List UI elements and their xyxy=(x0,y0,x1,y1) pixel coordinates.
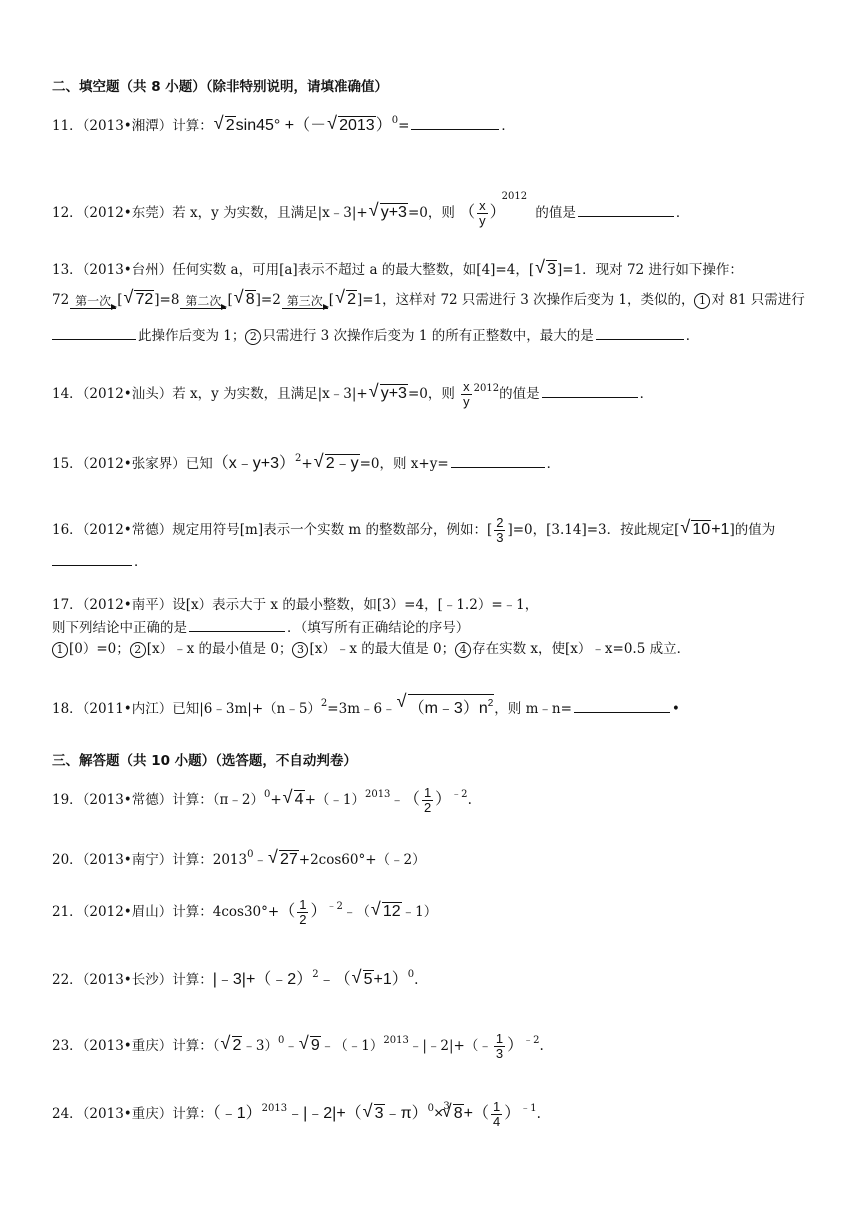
question-17-line-2: 则下列结论中正确的是 ．（填写所有正确结论的序号） xyxy=(52,620,470,636)
question-15: 15．（2012•张家界）已知（x﹣y+3）$^2$+√ 2﹣y=0，则 x+y= ． xyxy=(52,450,560,473)
sqrt-symbol: √ 27 xyxy=(268,850,299,869)
sqrt-symbol: √ 4 xyxy=(283,790,305,809)
question-24: 24．（2013•重庆）计算：（﹣1）$^{2013}$﹣|﹣2|+（√ 3﹣π）$^0$×$^3$√ 8+（ $\frac{1}{4}$ ）$^{﹣1}$. xyxy=(52,1098,541,1129)
fraction-2-over-3: $\frac{2}{3}$ xyxy=(496,515,504,545)
circled-number: 2 xyxy=(245,329,261,345)
question-16-answer-line: ． xyxy=(52,552,148,571)
fraction-1-over-4: $\frac{1}{4}$ xyxy=(492,1099,501,1129)
section-heading-fill-blank: 二、填空题（共 8 小题）（除非特别说明，请填准确值） xyxy=(52,79,389,95)
option-2: [x）﹣x 的最小值是 0； xyxy=(146,641,293,657)
sqrt-symbol: √ 3 xyxy=(363,1104,385,1123)
circled-number: 1 xyxy=(52,642,68,658)
fraction-1-over-3: $\frac{1}{3}$ xyxy=(495,1031,504,1061)
question-13-line-3: 此操作后变为 1； 2 只需进行 3 次操作后变为 1 的所有正整数中，最大的是 ． xyxy=(52,326,699,345)
option-3: [x）﹣x 的最大值是 0； xyxy=(309,641,456,657)
sqrt-symbol: √ 9 xyxy=(299,1036,321,1055)
sqrt-symbol: √ 2 xyxy=(335,290,357,309)
sqrt-symbol: √ 2 xyxy=(214,116,236,135)
question-18: 18．（2011•内江）已知|6﹣3m|+（n﹣5）$^2$=3m﹣6﹣√ $(m﹣3)n^2$，则 m﹣n= • xyxy=(52,694,680,718)
sqrt-symbol: √ y+3 xyxy=(369,203,408,222)
operation-arrow-2: 第二次 xyxy=(180,295,226,309)
fraction-x-over-y: $\frac{x}{y}$ xyxy=(479,198,486,228)
sqrt-symbol: √ 5 xyxy=(352,970,374,989)
sqrt-symbol: √ 2013 xyxy=(327,116,376,135)
question-14: 14．（2012•汕头）若 x，y 为实数，且满足|x﹣3|+√ y+3=0，则 $\frac{x}{y}$ $^{2012}$的值是 ． xyxy=(52,380,653,409)
answer-blank[interactable] xyxy=(578,203,674,217)
cube-root-symbol: √ 8 xyxy=(442,1104,464,1123)
question-19: 19．（2013•常德）计算：（π﹣2）$^0$+√ 4+（﹣1）$^{2013}$﹣（ $\frac{1}{2}$ ）$^{﹣2}$. xyxy=(52,786,472,815)
operation-arrow-3: 第三次 xyxy=(282,295,328,309)
sqrt-symbol: √ 12 xyxy=(371,902,402,921)
question-21: 21．（2012•眉山）计算：4cos30°+（ $\frac{1}{2}$ ）$^{﹣2}$﹣（√ 12﹣1） xyxy=(52,898,437,927)
answer-blank[interactable] xyxy=(52,326,136,340)
circled-number: 3 xyxy=(292,642,308,658)
sqrt-symbol: √ y+3 xyxy=(369,384,408,403)
fraction-1-over-2: $\frac{1}{2}$ xyxy=(299,897,307,927)
question-17-line-1: 17．（2012•南平）设[x）表示大于 x 的最小整数，如[3）=4，[﹣1.2）=﹣1， xyxy=(52,597,539,613)
question-12: 12．（2012•东莞）若 x，y 为实数，且满足|x﹣3|+√ y+3=0，则 （ $\frac{x}{y}$ ）$^{2012}$ 的值是 ． xyxy=(52,188,689,228)
sqrt-symbol: √ 2 xyxy=(221,1036,243,1055)
question-16: 16．（2012•常德）规定用符号[m]表示一个实数 m 的整数部分，例如：[ $\frac{2}{3}$ ]=0，[3.14]=3．按此规定[√ 10+1]的值为 xyxy=(52,516,775,545)
circled-number: 1 xyxy=(694,293,710,309)
sqrt-symbol: √ 3 xyxy=(535,260,557,279)
circled-number: 2 xyxy=(130,642,146,658)
question-23: 23．（2013•重庆）计算：（√ 2﹣3）$^0$﹣√ 9﹣（﹣1）$^{2013}$﹣|﹣2|+（﹣ $\frac{1}{3}$ ）$^{﹣2}$. xyxy=(52,1032,544,1061)
operation-arrow-1: 第一次 xyxy=(70,295,116,309)
sqrt-symbol: √ $(m﹣3)n^2$ xyxy=(397,694,495,718)
circled-number: 4 xyxy=(455,642,471,658)
option-1: [0）=0； xyxy=(69,641,130,657)
question-13-line-2: 72 第一次 [√ 72]=8 第二次 [√ 8]=2 第三次 [√ 2]=1，这样对 72 只需进行 3 次操作后变为 1，类似的， 1 对 81 只需进行 xyxy=(52,290,805,309)
fraction-x-over-y: $\frac{x}{y}$ xyxy=(463,379,470,409)
answer-blank[interactable] xyxy=(189,618,285,632)
question-11: 11．（2013•湘潭）计算：√ 2sin45° +（－√ 2013）$^0$= ． xyxy=(52,112,515,135)
question-17-options xyxy=(52,640,690,658)
sqrt-symbol: √ 10 xyxy=(680,520,711,539)
option-4: 存在实数 x，使[x）﹣x=0.5 成立． xyxy=(472,641,691,657)
sqrt-symbol: √ 2﹣y xyxy=(314,454,360,473)
answer-blank[interactable] xyxy=(52,552,132,566)
answer-blank[interactable] xyxy=(596,326,684,340)
fraction-1-over-2: $\frac{1}{2}$ xyxy=(423,785,432,815)
question-20: 20．（2013•南宁）计算：2013$^0$﹣√ 27+2cos60°+（﹣2） xyxy=(52,846,426,869)
section-heading-solve: 三、解答题（共 10 小题）（选答题，不自动判卷） xyxy=(52,753,357,769)
q11-source: 11．（2013•湘潭）计算： xyxy=(52,118,213,134)
answer-blank[interactable] xyxy=(542,384,638,398)
question-22: 22．（2013•长沙）计算：|﹣3|+（﹣2）$^2$﹣（√ 5+1）$^0$. xyxy=(52,966,418,989)
question-13-line-1: 13．（2013•台州）任何实数 a，可用[a]表示不超过 a 的最大整数，如[4]=4，[√ 3]=1．现对 72 进行如下操作： xyxy=(52,260,743,279)
answer-blank[interactable] xyxy=(411,116,499,130)
sqrt-symbol: √ 72 xyxy=(123,290,154,309)
answer-blank[interactable] xyxy=(451,454,545,468)
answer-blank[interactable] xyxy=(574,699,670,713)
sqrt-symbol: √ 8 xyxy=(234,290,256,309)
